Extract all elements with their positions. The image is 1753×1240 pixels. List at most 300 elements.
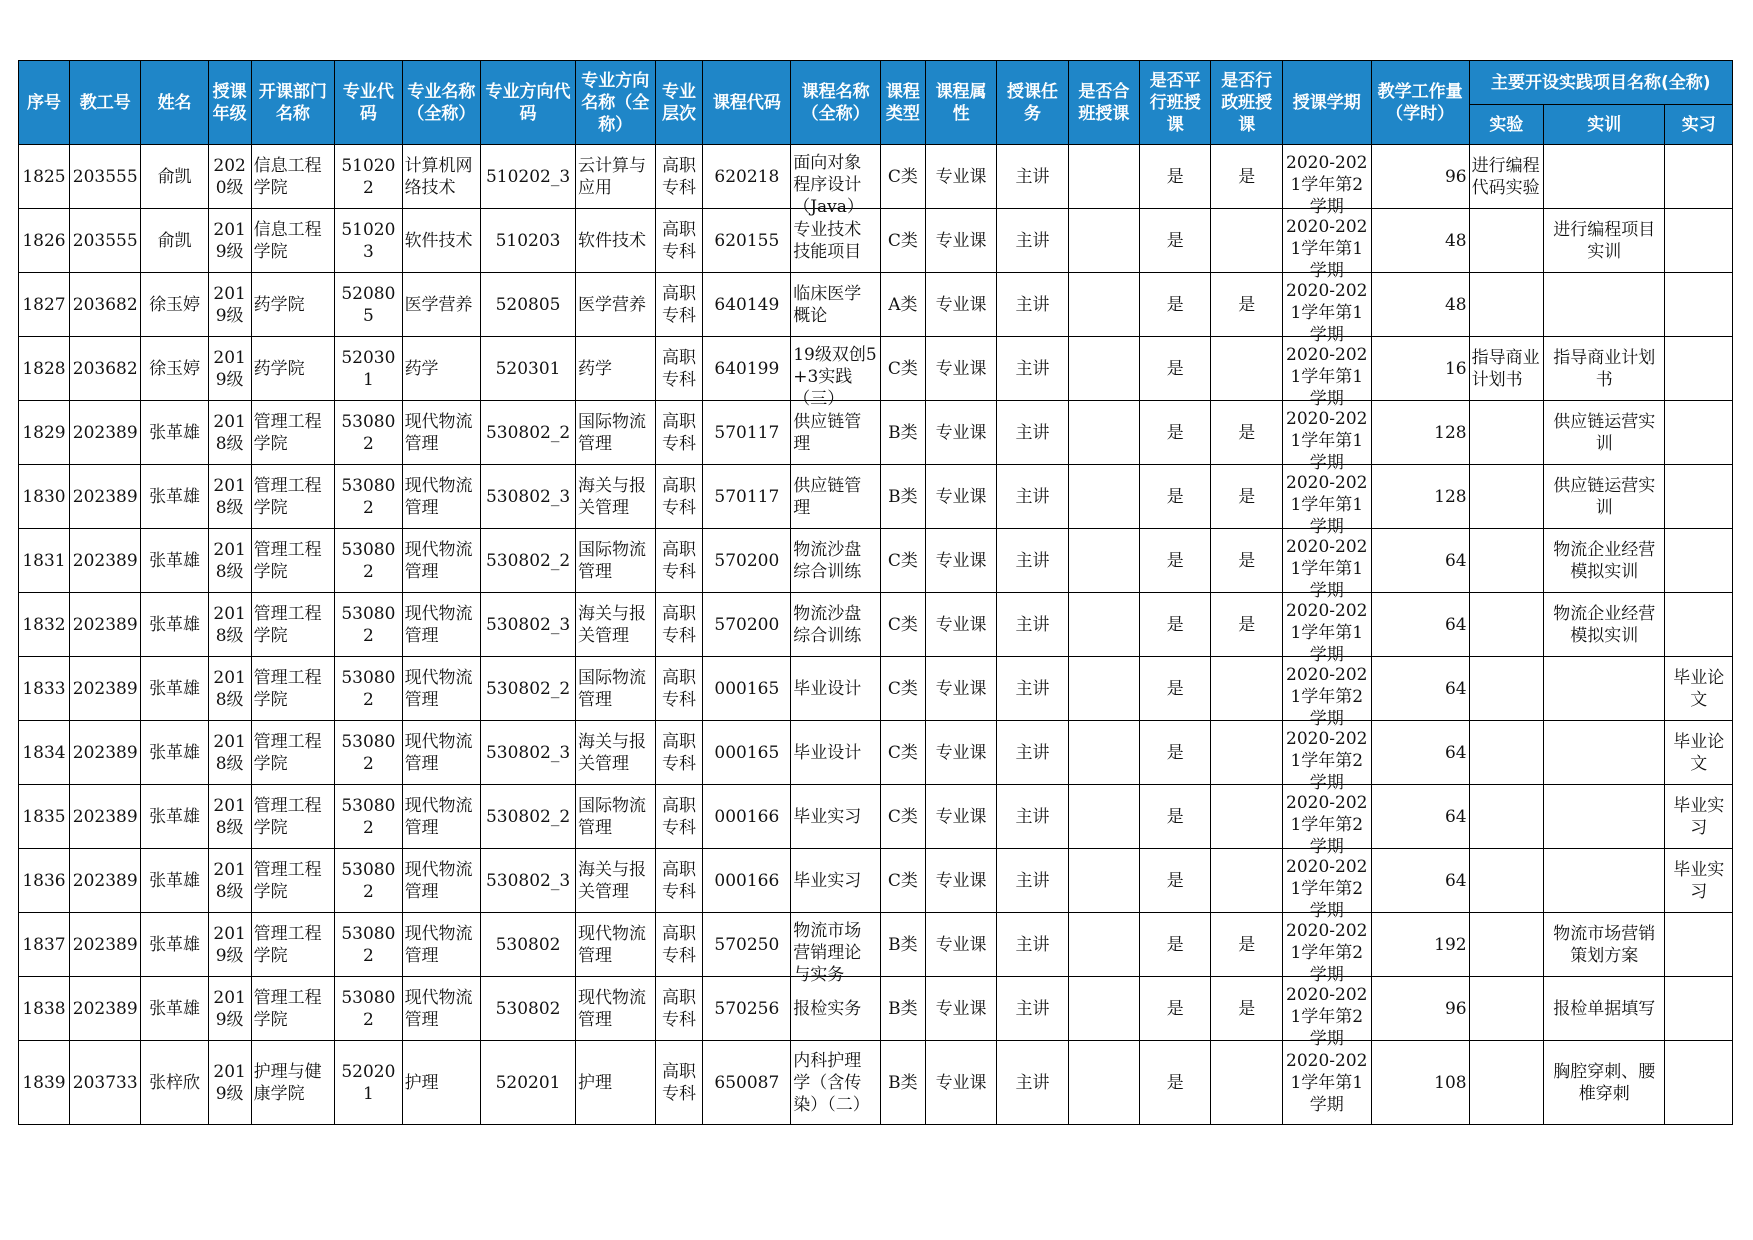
- cell-course-attr: [925, 913, 996, 977]
- cell-combined-class: [1068, 785, 1139, 849]
- cell-text: 管理工程学院: [253, 539, 322, 582]
- cell-task: [997, 209, 1068, 273]
- cell-admin-class: [1211, 593, 1282, 657]
- cell-text: 护理: [404, 1072, 439, 1093]
- cell-text: 2018级: [213, 667, 246, 710]
- cell-text: 毕业实习: [1673, 859, 1725, 902]
- cell-text: 650087: [714, 1072, 780, 1093]
- cell-text: 专业课: [935, 230, 987, 251]
- table-row: [19, 145, 1733, 209]
- cell-text: 64: [1444, 870, 1467, 891]
- cell-text: 管理工程学院: [253, 667, 322, 710]
- cell-text: 张革雄: [149, 998, 201, 1019]
- cell-text: 530802: [341, 923, 396, 966]
- cell-parallel-class: [1140, 145, 1211, 209]
- cell-name: [141, 785, 208, 849]
- cell-training: [1544, 977, 1665, 1041]
- cell-text: 530802: [341, 411, 396, 454]
- cell-text: C类: [887, 230, 918, 251]
- cell-seq: [19, 529, 70, 593]
- cell-text: 管理工程学院: [253, 795, 322, 838]
- cell-task: [997, 593, 1068, 657]
- cell-text: 203733: [72, 1072, 138, 1093]
- cell-text: 主讲: [1015, 934, 1050, 955]
- table-row: [19, 529, 1733, 593]
- cell-direction-name: [575, 977, 655, 1041]
- col-header-parallel-class: 是否平行班授课: [1140, 61, 1211, 145]
- cell-course-code: [703, 401, 791, 465]
- cell-text: 海关与报关管理: [577, 603, 646, 646]
- cell-training: [1544, 337, 1665, 401]
- cell-staff-id: [70, 913, 141, 977]
- cell-semester: [1282, 977, 1371, 1049]
- col-header-task: 授课任务: [997, 61, 1068, 145]
- cell-direction-code: [481, 401, 576, 465]
- cell-combined-class: [1068, 913, 1139, 977]
- cell-parallel-class: [1140, 337, 1211, 401]
- cell-training: [1544, 593, 1665, 657]
- cell-text: 2019级: [213, 1061, 246, 1104]
- cell-text: 是: [1238, 998, 1256, 1019]
- cell-grade: [208, 529, 251, 593]
- cell-text: 2018级: [213, 859, 246, 902]
- col-header-semester: 授课学期: [1282, 61, 1371, 145]
- cell-course-code: [703, 209, 791, 273]
- cell-text: 专业课: [935, 166, 987, 187]
- cell-seq: [19, 657, 70, 721]
- cell-course-code: [703, 849, 791, 913]
- cell-text: 1834: [22, 742, 66, 763]
- cell-workload: [1371, 145, 1469, 209]
- cell-semester: [1282, 529, 1371, 601]
- cell-text: 胸腔穿刺、腰椎穿刺: [1553, 1061, 1656, 1104]
- cell-course-attr: [925, 785, 996, 849]
- cell-text: 530802: [495, 998, 561, 1019]
- cell-text: 64: [1444, 550, 1467, 571]
- cell-text: 530802: [495, 934, 561, 955]
- cell-text: 毕业设计: [793, 678, 862, 699]
- cell-text: C类: [887, 678, 918, 699]
- cell-admin-class: [1211, 529, 1282, 593]
- cell-text: 1837: [22, 934, 66, 955]
- cell-text: 48: [1444, 294, 1467, 315]
- cell-text: 俞凯: [157, 166, 192, 187]
- cell-seq: [19, 401, 70, 465]
- cell-semester: [1282, 209, 1371, 281]
- cell-internship: [1665, 849, 1733, 913]
- cell-semester: [1282, 593, 1371, 665]
- cell-grade: [208, 593, 251, 657]
- col-header-staff-id: 教工号: [70, 61, 141, 145]
- cell-course-attr: [925, 529, 996, 593]
- cell-internship: [1665, 145, 1733, 209]
- cell-text: 张革雄: [149, 742, 201, 763]
- cell-text: 张梓欣: [149, 1072, 201, 1093]
- table-row: [19, 657, 1733, 721]
- cell-direction-name: [575, 721, 655, 785]
- cell-text: 药学: [577, 358, 612, 379]
- cell-major-code: [335, 273, 402, 337]
- cell-text: 2020-2021学年第2学期: [1286, 664, 1368, 729]
- cell-text: 高职专科: [662, 731, 697, 774]
- cell-seq: [19, 785, 70, 849]
- cell-text: 毕业论文: [1673, 731, 1725, 774]
- cell-text: 2020-2021学年第1学期: [1286, 600, 1368, 665]
- cell-text: 48: [1444, 230, 1467, 251]
- cell-text: 高职专科: [662, 539, 697, 582]
- cell-text: 专业课: [935, 934, 987, 955]
- cell-direction-name: [575, 849, 655, 913]
- cell-major-name: [402, 337, 481, 401]
- cell-training: [1544, 145, 1665, 209]
- cell-text: 520805: [495, 294, 561, 315]
- cell-text: 620155: [714, 230, 780, 251]
- cell-text: 物流企业经营模拟实训: [1553, 539, 1656, 582]
- cell-admin-class: [1211, 273, 1282, 337]
- col-header-name: 姓名: [141, 61, 208, 145]
- cell-course-type: [880, 401, 925, 465]
- cell-name: [141, 209, 208, 273]
- cell-training: [1544, 913, 1665, 977]
- cell-experiment: [1469, 721, 1543, 785]
- cell-text: 530802_2: [485, 550, 571, 571]
- cell-text: 现代物流管理: [577, 923, 646, 966]
- cell-text: 药学: [404, 358, 439, 379]
- cell-course-type: [880, 1041, 925, 1125]
- cell-text: C类: [887, 614, 918, 635]
- cell-text: 2020-2021学年第1学期: [1286, 344, 1368, 409]
- cell-text: 2020-2021学年第2学期: [1286, 856, 1368, 921]
- cell-text: 530802: [341, 987, 396, 1030]
- table-row: [19, 273, 1733, 337]
- cell-text: 药学院: [253, 358, 305, 379]
- cell-seq: [19, 145, 70, 209]
- cell-text: 进行编程项目实训: [1553, 219, 1656, 262]
- cell-text: 203555: [72, 230, 138, 251]
- cell-text: 000165: [714, 742, 780, 763]
- table-row: [19, 401, 1733, 465]
- cell-text: 专业课: [935, 1072, 987, 1093]
- cell-grade: [208, 721, 251, 785]
- cell-course-type: [880, 337, 925, 401]
- cell-text: 是: [1238, 294, 1256, 315]
- col-header-level: 专业层次: [655, 61, 703, 145]
- col-header-seq: 序号: [19, 61, 70, 145]
- cell-text: 1839: [22, 1072, 66, 1093]
- cell-seq: [19, 977, 70, 1041]
- col-header-direction-code: 专业方向代码: [481, 61, 576, 145]
- cell-text: 医学营养: [577, 294, 646, 315]
- cell-text: 96: [1444, 998, 1467, 1019]
- cell-text: 主讲: [1015, 486, 1050, 507]
- cell-text: 信息工程学院: [253, 219, 322, 262]
- cell-staff-id: [70, 721, 141, 785]
- cell-text: 护理: [577, 1072, 612, 1093]
- cell-training: [1544, 209, 1665, 273]
- cell-text: 510202_3: [485, 166, 571, 187]
- cell-course-code: [703, 593, 791, 657]
- cell-workload: [1371, 337, 1469, 401]
- cell-text: 530802_3: [485, 614, 571, 635]
- cell-major-name: [402, 785, 481, 849]
- cell-experiment: [1469, 657, 1543, 721]
- cell-internship: [1665, 401, 1733, 465]
- cell-staff-id: [70, 593, 141, 657]
- cell-combined-class: [1068, 849, 1139, 913]
- cell-text: 520201: [341, 1061, 396, 1104]
- cell-workload: [1371, 593, 1469, 657]
- cell-combined-class: [1068, 209, 1139, 273]
- col-header-direction-name: 专业方向名称（全称）: [575, 61, 655, 145]
- cell-text: 专业技术技能项目: [793, 219, 862, 262]
- cell-course-type: [880, 913, 925, 977]
- cell-text: 2020-2021学年第2学期: [1286, 792, 1368, 857]
- cell-text: 520301: [341, 347, 396, 390]
- cell-internship: [1665, 657, 1733, 721]
- cell-dept: [251, 337, 335, 401]
- cell-course-type: [880, 145, 925, 209]
- cell-combined-class: [1068, 977, 1139, 1041]
- cell-name: [141, 465, 208, 529]
- cell-text: 640149: [714, 294, 780, 315]
- cell-text: 高职专科: [662, 795, 697, 838]
- cell-experiment: [1469, 465, 1543, 529]
- col-header-course-code: 课程代码: [703, 61, 791, 145]
- cell-text: 2020-2021学年第1学期: [1286, 280, 1368, 345]
- cell-text: 现代物流管理: [404, 411, 473, 454]
- cell-text: 530802_2: [485, 678, 571, 699]
- cell-text: 128: [1434, 486, 1467, 507]
- cell-text: 现代物流管理: [404, 859, 473, 902]
- cell-text: 供应链运营实训: [1553, 411, 1656, 454]
- cell-experiment: [1469, 273, 1543, 337]
- cell-text: 高职专科: [662, 155, 697, 198]
- cell-parallel-class: [1140, 529, 1211, 593]
- cell-task: [997, 145, 1068, 209]
- cell-text: 530802_3: [485, 870, 571, 891]
- cell-text: 计算机网络技术: [404, 155, 473, 198]
- cell-name: [141, 529, 208, 593]
- cell-text: 毕业设计: [793, 742, 862, 763]
- cell-direction-name: [575, 401, 655, 465]
- cell-admin-class: [1211, 657, 1282, 721]
- cell-semester: [1282, 913, 1371, 985]
- cell-direction-code: [481, 273, 576, 337]
- cell-grade: [208, 465, 251, 529]
- cell-major-name: [402, 849, 481, 913]
- cell-text: 202389: [72, 550, 138, 571]
- table-row: [19, 849, 1733, 913]
- cell-name: [141, 913, 208, 977]
- cell-internship: [1665, 913, 1733, 977]
- cell-text: 000166: [714, 806, 780, 827]
- cell-experiment: [1469, 145, 1543, 209]
- cell-name: [141, 657, 208, 721]
- cell-seq: [19, 273, 70, 337]
- cell-name: [141, 145, 208, 209]
- cell-parallel-class: [1140, 849, 1211, 913]
- cell-parallel-class: [1140, 401, 1211, 465]
- cell-level: [655, 785, 703, 849]
- cell-task: [997, 721, 1068, 785]
- cell-level: [655, 913, 703, 977]
- cell-text: 张革雄: [149, 934, 201, 955]
- table-row: [19, 785, 1733, 849]
- cell-text: 毕业实习: [793, 870, 862, 891]
- cell-seq: [19, 849, 70, 913]
- cell-training: [1544, 721, 1665, 785]
- cell-text: 现代物流管理: [404, 539, 473, 582]
- cell-text: 主讲: [1015, 614, 1050, 635]
- cell-text: 毕业实习: [1673, 795, 1725, 838]
- cell-course-attr: [925, 273, 996, 337]
- cell-course-type: [880, 209, 925, 273]
- cell-text: 16: [1444, 358, 1467, 379]
- cell-workload: [1371, 1041, 1469, 1125]
- cell-major-name: [402, 465, 481, 529]
- cell-direction-code: [481, 145, 576, 209]
- cell-admin-class: [1211, 1041, 1282, 1125]
- cell-workload: [1371, 657, 1469, 721]
- cell-dept: [251, 401, 335, 465]
- cell-internship: [1665, 209, 1733, 273]
- cell-parallel-class: [1140, 657, 1211, 721]
- cell-text: 现代物流管理: [404, 475, 473, 518]
- cell-text: 是: [1166, 678, 1184, 699]
- cell-combined-class: [1068, 465, 1139, 529]
- cell-combined-class: [1068, 401, 1139, 465]
- cell-text: 管理工程学院: [253, 475, 322, 518]
- cell-text: 2020级: [213, 155, 246, 198]
- cell-workload: [1371, 465, 1469, 529]
- cell-text: 高职专科: [662, 667, 697, 710]
- cell-text: 俞凯: [157, 230, 192, 251]
- cell-text: 2020-2021学年第1学期: [1286, 1050, 1368, 1115]
- cell-internship: [1665, 273, 1733, 337]
- cell-admin-class: [1211, 913, 1282, 977]
- cell-task: [997, 849, 1068, 913]
- col-header-internship: 实习: [1665, 105, 1733, 145]
- cell-text: 高职专科: [662, 219, 697, 262]
- cell-text: 管理工程学院: [253, 603, 322, 646]
- cell-text: 徐玉婷: [149, 294, 201, 315]
- cell-text: 供应链管理: [793, 475, 862, 518]
- cell-level: [655, 593, 703, 657]
- cell-text: 现代物流管理: [577, 987, 646, 1030]
- cell-staff-id: [70, 657, 141, 721]
- table-row: [19, 977, 1733, 1041]
- col-header-course-type: 课程类型: [880, 61, 925, 145]
- cell-grade: [208, 401, 251, 465]
- cell-staff-id: [70, 785, 141, 849]
- cell-internship: [1665, 721, 1733, 785]
- cell-major-code: [335, 657, 402, 721]
- cell-course-name: [791, 337, 881, 409]
- cell-text: 570256: [714, 998, 780, 1019]
- cell-course-attr: [925, 1041, 996, 1125]
- cell-dept: [251, 913, 335, 977]
- cell-direction-code: [481, 849, 576, 913]
- cell-major-code: [335, 913, 402, 977]
- cell-workload: [1371, 849, 1469, 913]
- cell-course-name: [791, 593, 881, 657]
- cell-level: [655, 1041, 703, 1125]
- cell-staff-id: [70, 529, 141, 593]
- cell-text: B类: [888, 934, 918, 955]
- cell-task: [997, 273, 1068, 337]
- cell-text: 是: [1166, 550, 1184, 571]
- cell-text: 专业课: [935, 998, 987, 1019]
- cell-course-type: [880, 529, 925, 593]
- col-header-grade: 授课年级: [208, 61, 251, 145]
- cell-text: 是: [1166, 934, 1184, 955]
- cell-task: [997, 785, 1068, 849]
- cell-semester: [1282, 273, 1371, 345]
- cell-text: 现代物流管理: [404, 795, 473, 838]
- cell-workload: [1371, 721, 1469, 785]
- cell-combined-class: [1068, 529, 1139, 593]
- cell-text: 高职专科: [662, 347, 697, 390]
- cell-parallel-class: [1140, 273, 1211, 337]
- cell-text: 530802: [341, 667, 396, 710]
- cell-text: 570117: [714, 422, 780, 443]
- cell-text: 进行编程代码实验: [1471, 155, 1540, 198]
- cell-text: 报检单据填写: [1553, 998, 1656, 1019]
- cell-course-name: [791, 1041, 881, 1125]
- cell-direction-code: [481, 785, 576, 849]
- cell-course-name: [791, 273, 881, 337]
- col-header-training: 实训: [1544, 105, 1665, 145]
- cell-course-name: [791, 785, 881, 849]
- cell-text: 1830: [22, 486, 66, 507]
- cell-text: 主讲: [1015, 870, 1050, 891]
- cell-experiment: [1469, 209, 1543, 273]
- cell-grade: [208, 913, 251, 977]
- cell-text: 1838: [22, 998, 66, 1019]
- cell-text: 202389: [72, 870, 138, 891]
- cell-course-code: [703, 721, 791, 785]
- cell-text: 专业课: [935, 294, 987, 315]
- cell-text: 专业课: [935, 806, 987, 827]
- cell-text: 高职专科: [662, 987, 697, 1030]
- cell-text: 202389: [72, 998, 138, 1019]
- cell-experiment: [1469, 337, 1543, 401]
- cell-text: 现代物流管理: [404, 731, 473, 774]
- cell-text: 张革雄: [149, 422, 201, 443]
- col-header-major-name: 专业名称（全称）: [402, 61, 481, 145]
- cell-major-name: [402, 721, 481, 785]
- cell-text: 主讲: [1015, 550, 1050, 571]
- cell-text: 530802_3: [485, 486, 571, 507]
- cell-text: 202389: [72, 678, 138, 699]
- cell-text: 毕业论文: [1673, 667, 1725, 710]
- cell-level: [655, 145, 703, 209]
- cell-text: A类: [888, 294, 918, 315]
- cell-text: 专业课: [935, 358, 987, 379]
- cell-text: 是: [1166, 1072, 1184, 1093]
- cell-text: 供应链管理: [793, 411, 862, 454]
- cell-text: 是: [1238, 934, 1256, 955]
- cell-task: [997, 529, 1068, 593]
- cell-workload: [1371, 977, 1469, 1041]
- cell-text: C类: [887, 806, 918, 827]
- cell-text: 2019级: [213, 987, 246, 1030]
- cell-text: 主讲: [1015, 358, 1050, 379]
- cell-task: [997, 401, 1068, 465]
- cell-text: 2020-2021学年第1学期: [1286, 472, 1368, 537]
- cell-course-code: [703, 657, 791, 721]
- cell-dept: [251, 657, 335, 721]
